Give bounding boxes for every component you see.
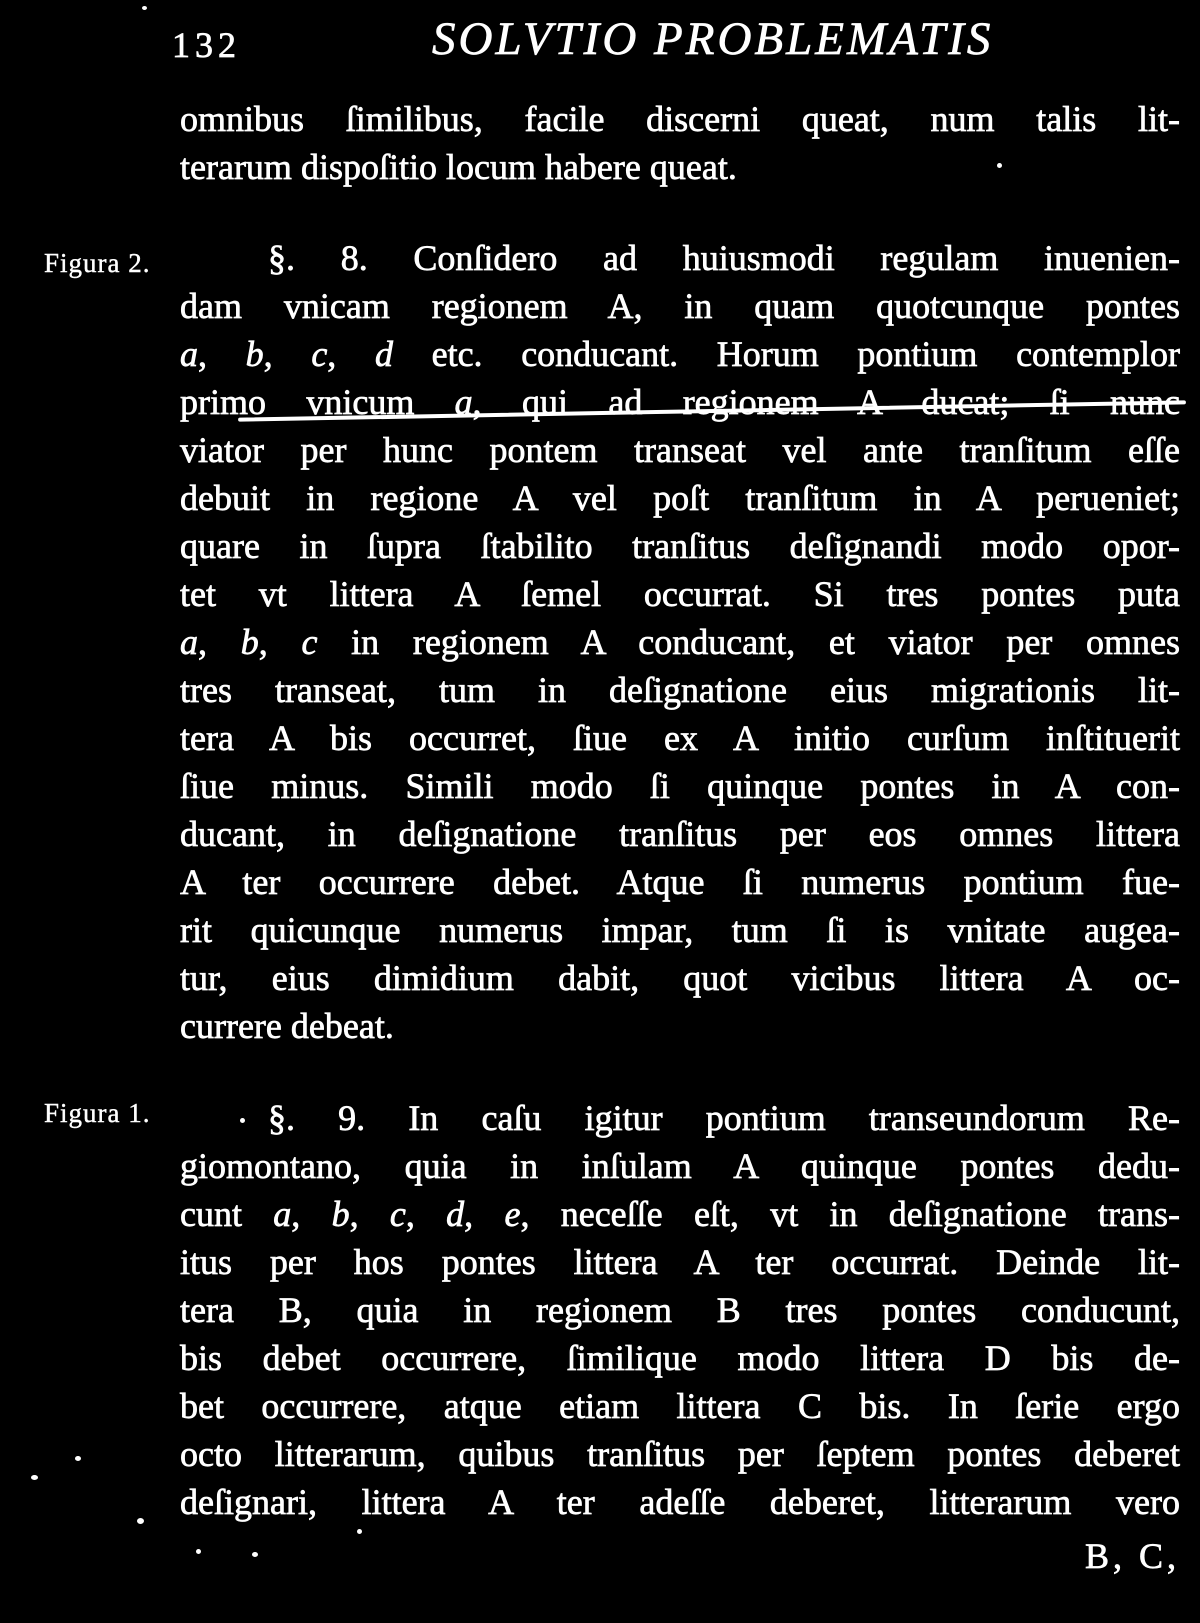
ink-speck	[997, 163, 1002, 168]
text-line: cunt a, b, c, d, e, neceſſe eſt, vt in deſignatione trans-	[180, 1194, 1181, 1234]
text-line: tera B, quia in regionem B tres pontes conducunt,	[180, 1290, 1180, 1330]
text-line: dam vnicam regionem A, in quam quotcunque pontes	[180, 286, 1180, 326]
text-column	[180, 95, 1180, 1580]
paragraph-intro	[180, 95, 1180, 191]
ink-speck	[196, 1549, 201, 1554]
paragraph-section-9	[180, 1094, 1180, 1526]
text-line: ſiue minus. Simili modo ſi quinque pontes in A con-	[180, 766, 1180, 806]
catchword: B, C,	[1084, 1536, 1180, 1576]
text-line: deſignari, littera A ter adeſſe deberet, litterarum vero	[180, 1482, 1180, 1522]
ink-speck	[137, 1518, 144, 1524]
margin-note-figura-2: Figura 2.	[44, 248, 151, 278]
page-number: 132	[172, 25, 241, 65]
paragraph-section-8	[180, 234, 1180, 1050]
text-line: §. 8. Conſidero ad huiusmodi regulam inuenien-	[268, 238, 1180, 278]
text-line: tur, eius dimidium dabit, quot vicibus littera A oc-	[180, 958, 1180, 998]
text-line: debuit in regione A vel poſt tranſitum in A perueniet;	[180, 478, 1180, 518]
text-line: bis debet occurrere, ſimilique modo littera D bis de-	[180, 1338, 1180, 1378]
text-line: giomontano, quia in inſulam A quinque pontes dedu-	[180, 1146, 1180, 1186]
text-line: bet occurrere, atque etiam littera C bis. In ſerie ergo	[180, 1386, 1180, 1426]
text-line: viator per hunc pontem transeat vel ante tranſitum eſſe	[180, 430, 1180, 470]
text-line: omnibus ſimilibus, facile discerni queat, num talis lit-	[180, 99, 1180, 139]
ink-speck	[142, 6, 147, 10]
ink-speck	[252, 1552, 258, 1557]
ink-speck	[75, 1456, 81, 1461]
text-line: quare in ſupra ſtabilito tranſitus deſignandi modo opor-	[180, 526, 1180, 566]
ink-speck	[31, 1475, 38, 1480]
text-line-struck: primo vnicum a, qui ad regionem A ducat; ſi nunc	[180, 382, 1180, 422]
running-title: SOLVTIO PROBLEMATIS	[432, 13, 994, 65]
text-line: §. 9. In caſu igitur pontium transeundorum Re-	[268, 1098, 1180, 1138]
text-line: a, b, c in regionem A conducant, et viator per omnes	[180, 622, 1180, 662]
text-line: rit quicunque numerus impar, tum ſi is vnitate augea-	[180, 910, 1180, 950]
text-line: currere debeat.	[180, 1006, 394, 1046]
ink-speck	[357, 1529, 362, 1534]
text-line: tet vt littera A ſemel occurrat. Si tres pontes puta	[180, 574, 1180, 614]
text-line: a, b, c, d etc. conducant. Horum pontium contemplor	[180, 334, 1181, 374]
text-line: tera A bis occurret, ſiue ex A initio curſum inſtituerit	[180, 718, 1180, 758]
text-line: terarum dispoſitio locum habere queat.	[180, 147, 737, 187]
text-line: ducant, in deſignatione tranſitus per eos omnes littera	[180, 814, 1180, 854]
margin-note-figura-1: Figura 1.	[44, 1098, 151, 1128]
text-line: octo litterarum, quibus tranſitus per ſeptem pontes deberet	[180, 1434, 1180, 1474]
text-line: A ter occurrere debet. Atque ſi numerus pontium fue-	[180, 862, 1180, 902]
ink-speck	[240, 1118, 245, 1123]
text-line: itus per hos pontes littera A ter occurrat. Deinde lit-	[180, 1242, 1180, 1282]
text-line: tres transeat, tum in deſignatione eius migrationis lit-	[180, 670, 1180, 710]
